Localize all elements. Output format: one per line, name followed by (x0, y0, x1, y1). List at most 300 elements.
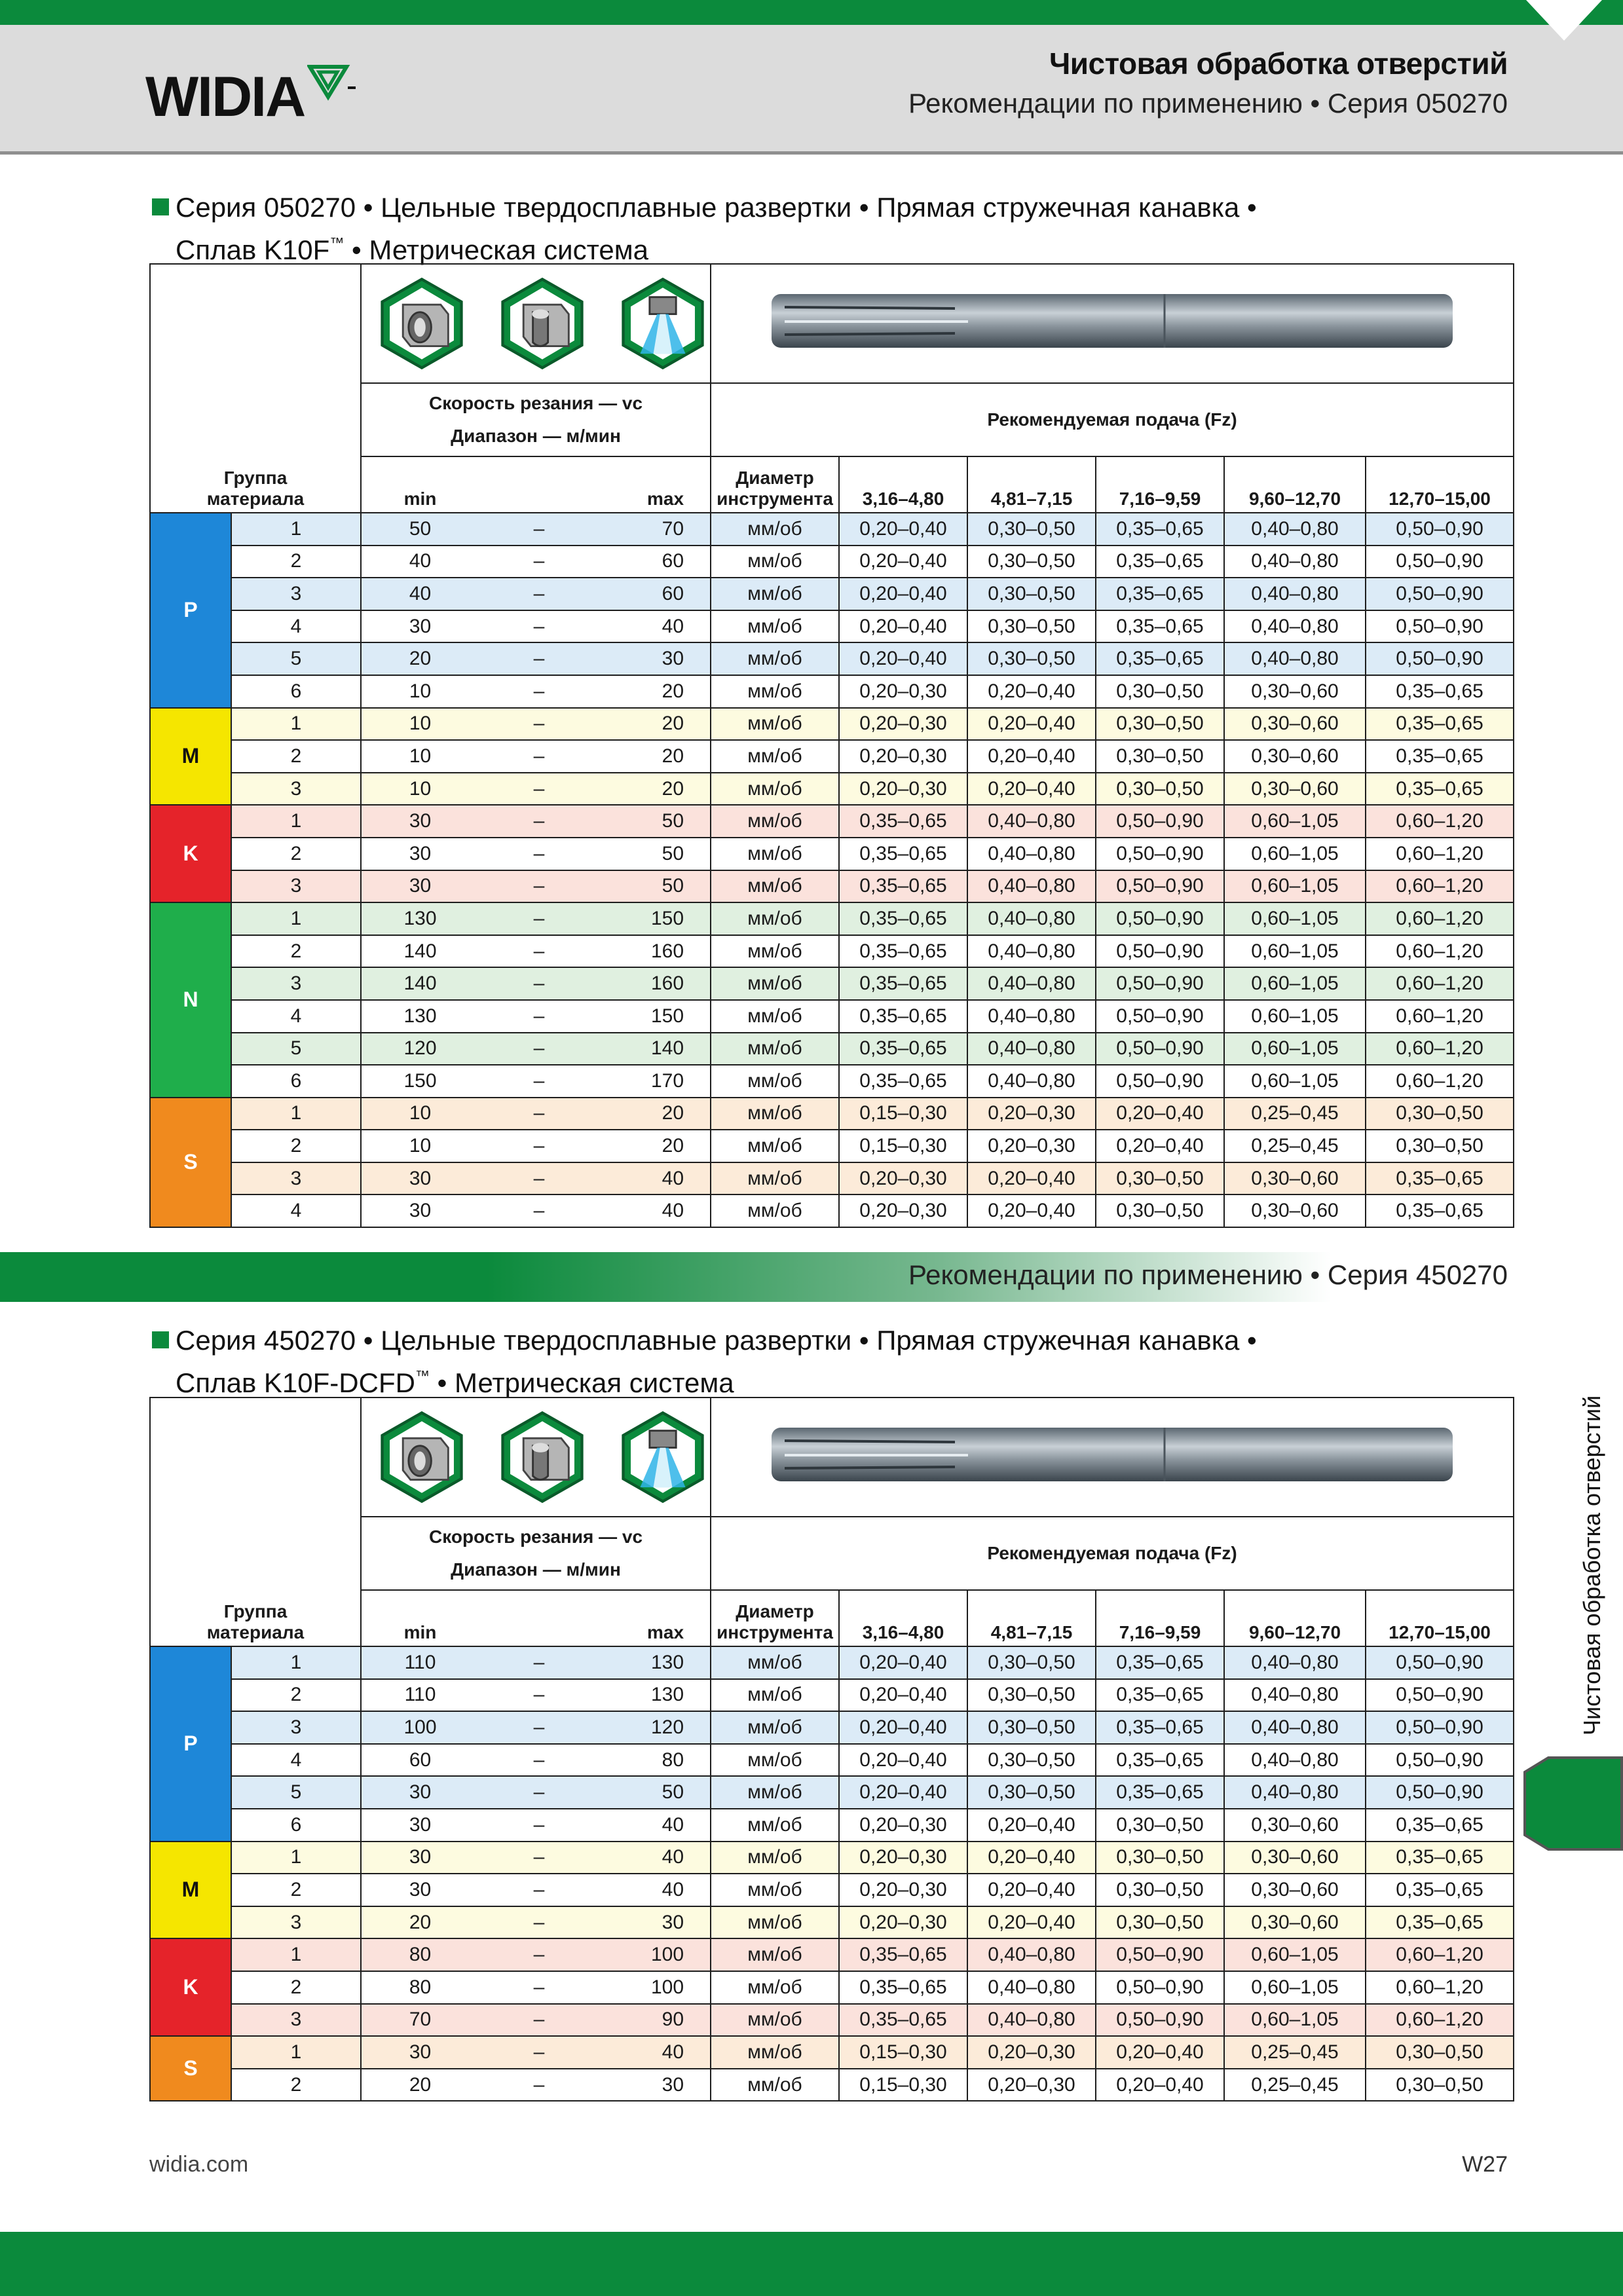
speed-max: 130 (599, 1646, 711, 1679)
feed-unit: мм/об (711, 642, 839, 675)
subgroup-number: 2 (231, 1874, 361, 1906)
feed-value-4: 0,25–0,45 (1224, 2036, 1366, 2069)
speed-dash: – (479, 1646, 599, 1679)
speed-dash: – (479, 805, 599, 838)
feed-unit: мм/об (711, 675, 839, 708)
min-max-spacer (479, 1590, 599, 1646)
feed-unit: мм/об (711, 870, 839, 903)
feed-value-4: 0,40–0,80 (1224, 1679, 1366, 1712)
feed-value-1: 0,20–0,40 (839, 578, 967, 610)
speed-dash: – (479, 1098, 599, 1130)
feed-value-1: 0,20–0,30 (839, 1162, 967, 1195)
subgroup-number: 1 (231, 1098, 361, 1130)
table-row (150, 546, 1514, 578)
feed-unit: мм/об (711, 1744, 839, 1777)
speed-max: 20 (599, 675, 711, 708)
feed-value-4: 0,60–1,05 (1224, 1938, 1366, 1971)
feed-value-4: 0,30–0,60 (1224, 1906, 1366, 1939)
feed-value-4: 0,30–0,60 (1224, 1809, 1366, 1842)
feed-unit: мм/об (711, 1906, 839, 1939)
subgroup-number: 2 (231, 1679, 361, 1712)
feed-value-4: 0,40–0,80 (1224, 1744, 1366, 1777)
speed-max: 160 (599, 967, 711, 1000)
feed-value-5: 0,50–0,90 (1366, 1646, 1514, 1679)
feed-value-5: 0,50–0,90 (1366, 642, 1514, 675)
feed-value-3: 0,35–0,65 (1096, 546, 1224, 578)
feed-value-1: 0,20–0,40 (839, 610, 967, 643)
section2-alloy: Сплав K10F-DCFD (176, 1367, 415, 1398)
speed-min: 30 (361, 870, 479, 903)
corner-notch-icon (1526, 0, 1602, 41)
feed-value-5: 0,30–0,50 (1366, 1130, 1514, 1162)
feed-value-1: 0,20–0,40 (839, 1646, 967, 1679)
feed-value-5: 0,60–1,20 (1366, 2004, 1514, 2037)
subgroup-number: 2 (231, 838, 361, 870)
feed-value-1: 0,35–0,65 (839, 870, 967, 903)
feed-value-3: 0,30–0,50 (1096, 1842, 1224, 1874)
feed-value-5: 0,50–0,90 (1366, 610, 1514, 643)
diameter-label-2: инструмента (717, 489, 833, 509)
speed-max: 20 (599, 708, 711, 741)
subgroup-number: 4 (231, 1194, 361, 1227)
subgroup-number: 5 (231, 1033, 361, 1065)
feed-value-3: 0,35–0,65 (1096, 610, 1224, 643)
material-group-S: S (150, 2036, 231, 2101)
feed-unit: мм/об (711, 2069, 839, 2102)
max-header: max (599, 1590, 711, 1646)
feed-value-4: 0,30–0,60 (1224, 1874, 1366, 1906)
subgroup-number: 1 (231, 1842, 361, 1874)
feed-value-1: 0,20–0,30 (839, 708, 967, 741)
speed-max: 20 (599, 773, 711, 805)
material-group-K: K (150, 805, 231, 902)
feed-unit: мм/об (711, 1874, 839, 1906)
feed-value-1: 0,35–0,65 (839, 805, 967, 838)
feed-value-1: 0,20–0,40 (839, 1679, 967, 1712)
feed-value-3: 0,50–0,90 (1096, 967, 1224, 1000)
feed-value-2: 0,20–0,40 (967, 1906, 1096, 1939)
speed-min: 30 (361, 1776, 479, 1809)
feed-value-5: 0,50–0,90 (1366, 578, 1514, 610)
speed-min: 130 (361, 1000, 479, 1033)
table-row (150, 773, 1514, 805)
section1-line1: Серия 050270 • Цельные твердосплавные развертки • Прямая стружечная канавка • (176, 192, 1257, 223)
diameter-range-2: 4,81–7,15 (967, 456, 1096, 513)
feed-value-5: 0,35–0,65 (1366, 675, 1514, 708)
feed-value-1: 0,20–0,40 (839, 642, 967, 675)
material-group-N: N (150, 902, 231, 1098)
subgroup-number: 1 (231, 708, 361, 741)
speed-dash: – (479, 1711, 599, 1744)
feed-value-1: 0,20–0,40 (839, 513, 967, 546)
speed-min: 100 (361, 1711, 479, 1744)
feed-value-5: 0,60–1,20 (1366, 902, 1514, 935)
feed-value-2: 0,20–0,40 (967, 773, 1096, 805)
table-row (150, 1194, 1514, 1227)
feed-value-2: 0,40–0,80 (967, 935, 1096, 968)
feed-value-5: 0,30–0,50 (1366, 2069, 1514, 2102)
speed-max: 60 (599, 546, 711, 578)
material-group-label-2: материала (206, 1622, 305, 1642)
diameter-range-2: 4,81–7,15 (967, 1590, 1096, 1646)
icon-row (150, 1398, 1514, 1517)
feed-value-1: 0,15–0,30 (839, 1130, 967, 1162)
application-icons (361, 1398, 711, 1517)
tool-image-cell (711, 1398, 1514, 1517)
speed-dash: – (479, 1809, 599, 1842)
feed-value-5: 0,60–1,20 (1366, 1033, 1514, 1065)
page-title: Чистовая обработка отверстий (1049, 46, 1508, 81)
speed-dash: – (479, 1194, 599, 1227)
feed-value-1: 0,20–0,40 (839, 1744, 967, 1777)
feed-value-3: 0,50–0,90 (1096, 2004, 1224, 2037)
speed-min: 10 (361, 708, 479, 741)
page-number: W27 (1462, 2152, 1508, 2177)
feed-value-2: 0,30–0,50 (967, 1679, 1096, 1712)
speed-dash: – (479, 1906, 599, 1939)
speed-max: 80 (599, 1744, 711, 1777)
feed-value-2: 0,40–0,80 (967, 1938, 1096, 1971)
speed-max: 40 (599, 1162, 711, 1195)
subgroup-number: 1 (231, 513, 361, 546)
feed-unit: мм/об (711, 610, 839, 643)
feed-value-4: 0,60–1,05 (1224, 967, 1366, 1000)
table-row (150, 805, 1514, 838)
section1-system: • Метрическая система (344, 234, 648, 265)
through-hole-icon (375, 274, 469, 373)
speed-min: 10 (361, 740, 479, 773)
feed-value-3: 0,50–0,90 (1096, 1065, 1224, 1098)
blind-hole-icon (495, 274, 589, 373)
feed-value-2: 0,20–0,40 (967, 1194, 1096, 1227)
subgroup-number: 3 (231, 578, 361, 610)
feed-value-3: 0,50–0,90 (1096, 1938, 1224, 1971)
material-group-M: M (150, 1842, 231, 1939)
feed-value-5: 0,50–0,90 (1366, 1679, 1514, 1712)
feed-value-2: 0,20–0,40 (967, 1809, 1096, 1842)
speed-min: 140 (361, 935, 479, 968)
speed-min: 40 (361, 546, 479, 578)
feed-unit: мм/об (711, 1938, 839, 1971)
feed-value-4: 0,60–1,05 (1224, 1000, 1366, 1033)
subgroup-number: 6 (231, 1065, 361, 1098)
feed-value-4: 0,25–0,45 (1224, 2069, 1366, 2102)
feed-value-5: 0,35–0,65 (1366, 1162, 1514, 1195)
cutting-speed-header (361, 1517, 711, 1590)
feed-value-1: 0,20–0,30 (839, 1906, 967, 1939)
feed-unit: мм/об (711, 1065, 839, 1098)
diameter-header (711, 1590, 839, 1646)
feed-unit: мм/об (711, 1711, 839, 1744)
table-row (150, 2004, 1514, 2037)
speed-min: 80 (361, 1971, 479, 2004)
table-row (150, 902, 1514, 935)
feed-unit: мм/об (711, 546, 839, 578)
feed-value-4: 0,60–1,05 (1224, 1971, 1366, 2004)
speed-min: 60 (361, 1744, 479, 1777)
speed-dash: – (479, 546, 599, 578)
speed-min: 30 (361, 1842, 479, 1874)
table-row (150, 2069, 1514, 2102)
feed-value-1: 0,35–0,65 (839, 967, 967, 1000)
subgroup-number: 1 (231, 805, 361, 838)
feed-unit: мм/об (711, 1000, 839, 1033)
feed-unit: мм/об (711, 1809, 839, 1842)
feed-unit: мм/об (711, 1679, 839, 1712)
table-row (150, 740, 1514, 773)
speed-max: 30 (599, 642, 711, 675)
feed-value-2: 0,20–0,40 (967, 1162, 1096, 1195)
speed-dash: – (479, 838, 599, 870)
section1-alloy: Сплав K10F (176, 234, 330, 265)
speed-max: 130 (599, 1679, 711, 1712)
diameter-label-1: Диаметр (736, 468, 814, 488)
icons-wrap (375, 274, 710, 373)
speed-max: 40 (599, 610, 711, 643)
speed-min: 10 (361, 1098, 479, 1130)
speed-min: 30 (361, 1874, 479, 1906)
speed-min: 20 (361, 1906, 479, 1939)
feed-value-2: 0,40–0,80 (967, 805, 1096, 838)
table-row (150, 1971, 1514, 2004)
speed-max: 20 (599, 1098, 711, 1130)
speed-dash: – (479, 935, 599, 968)
feed-value-4: 0,30–0,60 (1224, 1194, 1366, 1227)
feed-value-2: 0,40–0,80 (967, 1065, 1096, 1098)
feed-value-4: 0,60–1,05 (1224, 870, 1366, 903)
table-row (150, 610, 1514, 643)
table-row (150, 1874, 1514, 1906)
feed-value-1: 0,20–0,30 (839, 675, 967, 708)
speed-dash: – (479, 708, 599, 741)
feed-value-4: 0,60–1,05 (1224, 805, 1366, 838)
feed-value-3: 0,20–0,40 (1096, 1130, 1224, 1162)
subgroup-number: 1 (231, 1646, 361, 1679)
feed-value-3: 0,50–0,90 (1096, 870, 1224, 903)
speed-max: 50 (599, 1776, 711, 1809)
section2-line1: Серия 450270 • Цельные твердосплавные развертки • Прямая стружечная канавка • (176, 1325, 1257, 1356)
table-row (150, 1130, 1514, 1162)
speed-dash: – (479, 870, 599, 903)
speed-dash: – (479, 1162, 599, 1195)
feed-value-5: 0,50–0,90 (1366, 513, 1514, 546)
logo-wordmark: WIDIA (145, 65, 305, 128)
speed-min: 50 (361, 513, 479, 546)
feed-unit: мм/об (711, 1130, 839, 1162)
feed-unit: мм/об (711, 1776, 839, 1809)
feed-value-4: 0,30–0,60 (1224, 708, 1366, 741)
page-subtitle: Рекомендации по применению • Серия 050270 (908, 88, 1508, 119)
icon-row (150, 264, 1514, 383)
feed-value-2: 0,20–0,40 (967, 675, 1096, 708)
feed-value-2: 0,40–0,80 (967, 2004, 1096, 2037)
speed-max: 150 (599, 1000, 711, 1033)
top-green-bar (0, 0, 1623, 25)
feed-value-3: 0,35–0,65 (1096, 1646, 1224, 1679)
feed-value-3: 0,50–0,90 (1096, 1971, 1224, 2004)
diameter-range-5: 12,70–15,00 (1366, 1590, 1514, 1646)
feed-value-1: 0,20–0,30 (839, 1874, 967, 1906)
table-row (150, 1098, 1514, 1130)
feed-value-4: 0,60–1,05 (1224, 935, 1366, 968)
feed-value-5: 0,60–1,20 (1366, 935, 1514, 968)
feed-value-3: 0,50–0,90 (1096, 1033, 1224, 1065)
feed-unit: мм/об (711, 578, 839, 610)
feed-value-3: 0,20–0,40 (1096, 2036, 1224, 2069)
feed-unit: мм/об (711, 1842, 839, 1874)
feed-value-2: 0,40–0,80 (967, 1971, 1096, 2004)
feed-value-5: 0,60–1,20 (1366, 870, 1514, 903)
feed-value-4: 0,25–0,45 (1224, 1130, 1366, 1162)
feed-value-5: 0,35–0,65 (1366, 1874, 1514, 1906)
feed-value-4: 0,30–0,60 (1224, 1162, 1366, 1195)
subgroup-number: 2 (231, 935, 361, 968)
table-row (150, 1809, 1514, 1842)
feed-value-5: 0,50–0,90 (1366, 1776, 1514, 1809)
feed-value-3: 0,35–0,65 (1096, 642, 1224, 675)
table-row (150, 1033, 1514, 1065)
feed-unit: мм/об (711, 805, 839, 838)
subgroup-number: 1 (231, 1938, 361, 1971)
cutting-speed-header (361, 383, 711, 456)
speed-max: 20 (599, 1130, 711, 1162)
feed-value-2: 0,20–0,40 (967, 1874, 1096, 1906)
feed-value-5: 0,35–0,65 (1366, 1809, 1514, 1842)
speed-min: 30 (361, 1194, 479, 1227)
feed-value-2: 0,20–0,30 (967, 2036, 1096, 2069)
feed-value-1: 0,35–0,65 (839, 1938, 967, 1971)
feed-value-2: 0,20–0,30 (967, 1130, 1096, 1162)
subgroup-number: 2 (231, 1971, 361, 2004)
feed-unit: мм/об (711, 708, 839, 741)
feed-value-3: 0,35–0,65 (1096, 1744, 1224, 1777)
feed-unit: мм/об (711, 2036, 839, 2069)
subgroup-number: 3 (231, 1711, 361, 1744)
feed-value-5: 0,60–1,20 (1366, 1938, 1514, 1971)
feed-unit: мм/об (711, 1646, 839, 1679)
speed-min: 20 (361, 642, 479, 675)
speed-min: 120 (361, 1033, 479, 1065)
feed-value-3: 0,50–0,90 (1096, 935, 1224, 968)
coolant-icon (616, 1408, 710, 1506)
feed-value-3: 0,35–0,65 (1096, 1679, 1224, 1712)
diameter-range-5: 12,70–15,00 (1366, 456, 1514, 513)
speed-max: 100 (599, 1938, 711, 1971)
speed-dash: – (479, 1874, 599, 1906)
feed-value-5: 0,30–0,50 (1366, 2036, 1514, 2069)
table-row (150, 1646, 1514, 1679)
table-row (150, 870, 1514, 903)
speed-min: 30 (361, 838, 479, 870)
subgroup-number: 6 (231, 675, 361, 708)
table-row (150, 1679, 1514, 1712)
table-row (150, 708, 1514, 741)
diameter-range-1: 3,16–4,80 (839, 1590, 967, 1646)
feed-value-3: 0,30–0,50 (1096, 1906, 1224, 1939)
feed-value-1: 0,20–0,40 (839, 1711, 967, 1744)
feed-value-1: 0,15–0,30 (839, 2036, 967, 2069)
speed-max: 40 (599, 1874, 711, 1906)
material-group-header (150, 264, 361, 513)
feed-value-3: 0,50–0,90 (1096, 838, 1224, 870)
subgroup-number: 3 (231, 1162, 361, 1195)
feed-value-4: 0,40–0,80 (1224, 546, 1366, 578)
feed-value-3: 0,50–0,90 (1096, 1000, 1224, 1033)
feed-value-3: 0,20–0,40 (1096, 1098, 1224, 1130)
blind-hole-icon (495, 1408, 589, 1506)
table-row (150, 1906, 1514, 1939)
feed-value-2: 0,20–0,40 (967, 708, 1096, 741)
feed-value-2: 0,40–0,80 (967, 870, 1096, 903)
speed-dash: – (479, 2069, 599, 2102)
reamer-tool-icon (758, 1418, 1466, 1491)
feed-value-2: 0,30–0,50 (967, 578, 1096, 610)
feed-value-1: 0,20–0,30 (839, 740, 967, 773)
speed-dash: – (479, 610, 599, 643)
through-hole-icon (375, 1408, 469, 1506)
speed-dash: – (479, 642, 599, 675)
feed-value-2: 0,40–0,80 (967, 1033, 1096, 1065)
feed-unit: мм/об (711, 1971, 839, 2004)
speed-dash: – (479, 967, 599, 1000)
feed-value-3: 0,30–0,50 (1096, 1162, 1224, 1195)
bullet-square-icon (152, 198, 169, 215)
speed-min: 140 (361, 967, 479, 1000)
subgroup-number: 3 (231, 967, 361, 1000)
speed-max: 40 (599, 2036, 711, 2069)
reamer-tool-icon (758, 285, 1466, 357)
table-row (150, 1162, 1514, 1195)
subgroup-number: 5 (231, 642, 361, 675)
subgroup-number: 4 (231, 610, 361, 643)
speed-dash: – (479, 1971, 599, 2004)
speed-dash: – (479, 1938, 599, 1971)
feed-value-3: 0,30–0,50 (1096, 1874, 1224, 1906)
feed-value-4: 0,30–0,60 (1224, 1842, 1366, 1874)
speed-dash: – (479, 1130, 599, 1162)
reamer-table-450270 (149, 1397, 1514, 2102)
feed-unit: мм/об (711, 902, 839, 935)
speed-dash: – (479, 1000, 599, 1033)
feed-value-3: 0,30–0,50 (1096, 675, 1224, 708)
speed-min: 10 (361, 773, 479, 805)
table-row (150, 1938, 1514, 1971)
feed-value-4: 0,40–0,80 (1224, 642, 1366, 675)
subgroup-number: 1 (231, 2036, 361, 2069)
speed-max: 30 (599, 2069, 711, 2102)
band-title: Рекомендации по применению • Серия 450270 (908, 1259, 1508, 1290)
side-tab-marker (1522, 1756, 1623, 1851)
subgroup-number: 4 (231, 1000, 361, 1033)
subgroup-number: 4 (231, 1744, 361, 1777)
feed-unit: мм/об (711, 967, 839, 1000)
feed-value-3: 0,30–0,50 (1096, 1194, 1224, 1227)
feed-value-1: 0,35–0,65 (839, 1033, 967, 1065)
footer-url[interactable]: widia.com (149, 2152, 249, 2177)
feed-value-5: 0,60–1,20 (1366, 1971, 1514, 2004)
feed-value-1: 0,35–0,65 (839, 838, 967, 870)
subgroup-number: 6 (231, 1809, 361, 1842)
feed-value-5: 0,60–1,20 (1366, 1000, 1514, 1033)
feed-value-2: 0,20–0,40 (967, 1842, 1096, 1874)
application-icons (361, 264, 711, 383)
speed-max: 120 (599, 1711, 711, 1744)
speed-min: 10 (361, 1130, 479, 1162)
speed-min: 80 (361, 1938, 479, 1971)
section1-title (152, 190, 1257, 268)
table-row (150, 513, 1514, 546)
feed-value-2: 0,30–0,50 (967, 610, 1096, 643)
